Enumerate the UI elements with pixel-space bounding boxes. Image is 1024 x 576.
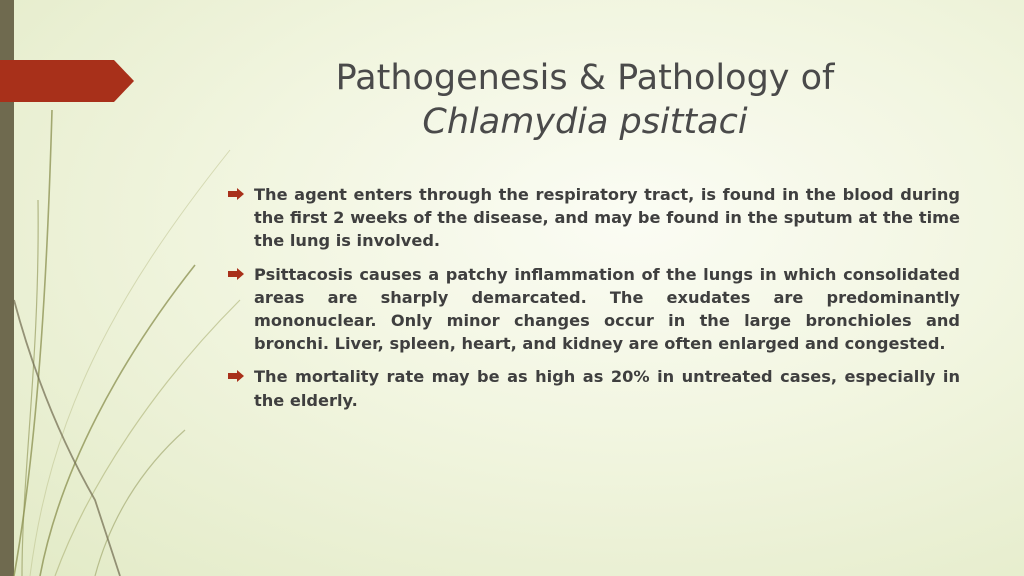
bullet-text: The mortality rate may be as high as 20% in untreated cases, especially in the elderly. <box>254 367 960 410</box>
arrow-bullet-icon <box>228 370 244 382</box>
bullet-item <box>228 365 960 411</box>
bullet-list <box>228 183 960 422</box>
bullet-item <box>228 183 960 253</box>
title-line-1: Pathogenesis & Pathology of <box>335 58 835 98</box>
title-line-2: Chlamydia psittaci <box>422 102 748 142</box>
bullet-item <box>228 263 960 356</box>
arrow-bullet-icon <box>228 188 244 200</box>
title-accent-tab <box>0 60 134 102</box>
slide-title <box>260 56 910 144</box>
bullet-text: The agent enters through the respiratory tract, is found in the blood during the first 2 weeks of the disease, and may be found in the sputum at the time the lung is involved. <box>254 185 960 251</box>
bullet-text: Psittacosis causes a patchy inflammation of the lungs in which consolidated areas are sharply demarcated. The exudates are predominantly mononuclear. Only minor changes occur in the large bronchioles and bronchi. Liver, spleen, heart, and kidney are often enlarged and congested. <box>254 264 960 354</box>
arrow-bullet-icon <box>228 268 244 280</box>
